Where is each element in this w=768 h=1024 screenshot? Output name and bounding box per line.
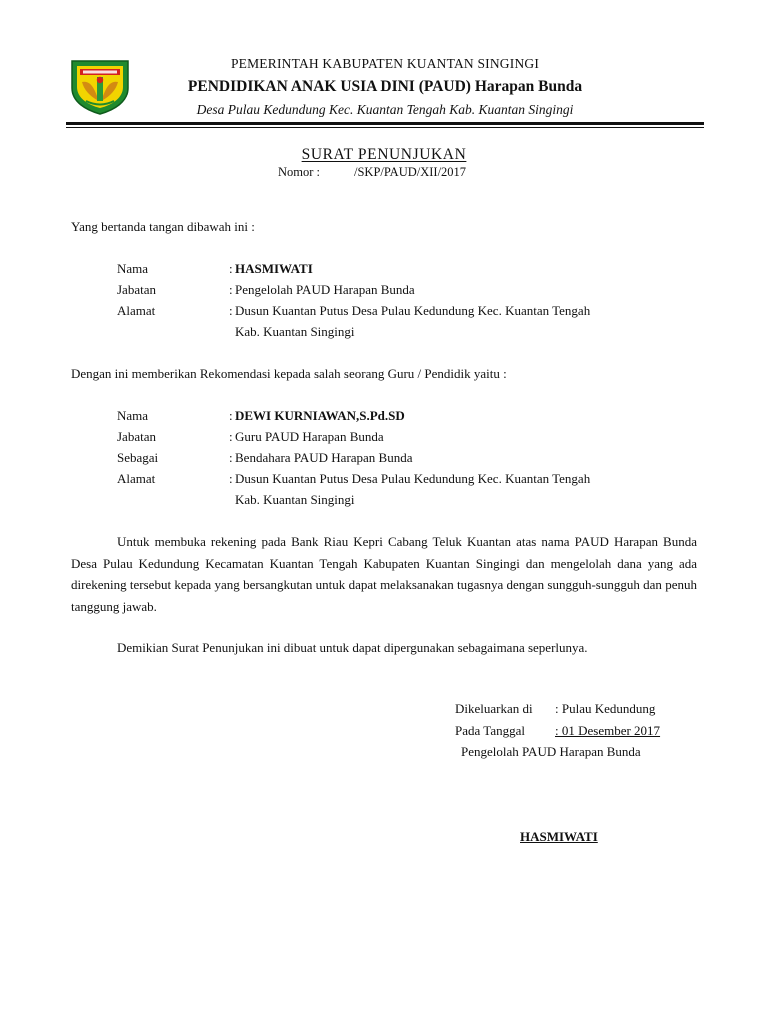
letter-number-value: /SKP/PAUD/XII/2017: [354, 165, 467, 179]
field-colon: :: [229, 282, 233, 297]
field-label: Jabatan: [117, 282, 156, 297]
letter-number-label: Nomor :: [278, 165, 321, 179]
field-colon: :: [229, 429, 233, 444]
appointee-position: Guru PAUD Harapan Bunda: [235, 429, 384, 444]
letterhead-government: PEMERINTAH KABUPATEN KUANTAN SINGINGI: [230, 56, 540, 71]
field-label: Nama: [117, 408, 149, 423]
issued-place-value: : Pulau Kedundung: [555, 701, 656, 716]
appointee-name: DEWI KURNIAWAN,S.Pd.SD: [235, 408, 405, 423]
appointee-address-line2: Kab. Kuantan Singingi: [235, 492, 355, 507]
closing-paragraph: Demikian Surat Penunjukan ini dibuat untuk dapat dipergunakan sebagaimana seperlunya.: [117, 640, 588, 655]
field-colon: :: [229, 471, 233, 486]
letter-number: [278, 165, 466, 180]
signer-address-line2: Kab. Kuantan Singingi: [235, 324, 355, 339]
letter-title-text: SURAT PENUNJUKAN: [301, 146, 467, 163]
field-colon: :: [229, 408, 233, 423]
field-label: Sebagai: [117, 450, 159, 465]
letterhead-rule-thin: [66, 127, 704, 128]
issued-date-row: [455, 723, 660, 739]
issued-date-value: : 01 Desember 2017: [555, 723, 661, 738]
signer-title: Pengelolah PAUD Harapan Bunda: [461, 744, 641, 759]
issued-date-label: Pada Tanggal: [455, 723, 525, 738]
field-colon: :: [229, 261, 233, 276]
signer-name: HASMIWATI: [235, 261, 313, 276]
field-label: Alamat: [117, 303, 156, 318]
body-paragraph: Untuk membuka rekening pada Bank Riau Kepri Cabang Teluk Kuantan atas nama PAUD Harapan Bunda Desa Pulau Kedundung Kecamatan Kuantan Tengah Kabupaten Kuantan Singingi dan mengelolah dana yang ada direkening tersebut kepada yang bersangkutan untuk dapat melaksanakan tugasnya dengan sungguh-sungguh dan penuh tanggung jawab.: [71, 534, 697, 614]
letterhead-institution: PENDIDIKAN ANAK USIA DINI (PAUD) Harapan Bunda: [187, 78, 583, 95]
issued-place-label: Dikeluarkan di: [455, 701, 533, 716]
field-label: Alamat: [117, 471, 156, 486]
field-colon: :: [229, 450, 233, 465]
field-label: Nama: [117, 261, 149, 276]
signer-address-line1: Dusun Kuantan Putus Desa Pulau Kedundung Kec. Kuantan Tengah: [235, 303, 591, 318]
letterhead-address: Desa Pulau Kedundung Kec. Kuantan Tengah Kab. Kuantan Singingi: [196, 102, 574, 117]
letter-title: [0, 146, 768, 164]
regency-crest-icon: [68, 58, 132, 116]
intro-text: Yang bertanda tangan dibawah ini :: [71, 219, 255, 234]
appointee-address-line1: Dusun Kuantan Putus Desa Pulau Kedundung Kec. Kuantan Tengah: [235, 471, 591, 486]
letterhead-rule-thick: [66, 122, 704, 125]
signer-signature-name: HASMIWATI: [520, 829, 598, 844]
field-colon: :: [229, 303, 233, 318]
issued-place-row: [455, 701, 655, 717]
appointee-role: Bendahara PAUD Harapan Bunda: [235, 450, 413, 465]
recommendation-intro: Dengan ini memberikan Rekomendasi kepada salah seorang Guru / Pendidik yaitu :: [71, 366, 507, 381]
field-label: Jabatan: [117, 429, 156, 444]
signer-position: Pengelolah PAUD Harapan Bunda: [235, 282, 415, 297]
